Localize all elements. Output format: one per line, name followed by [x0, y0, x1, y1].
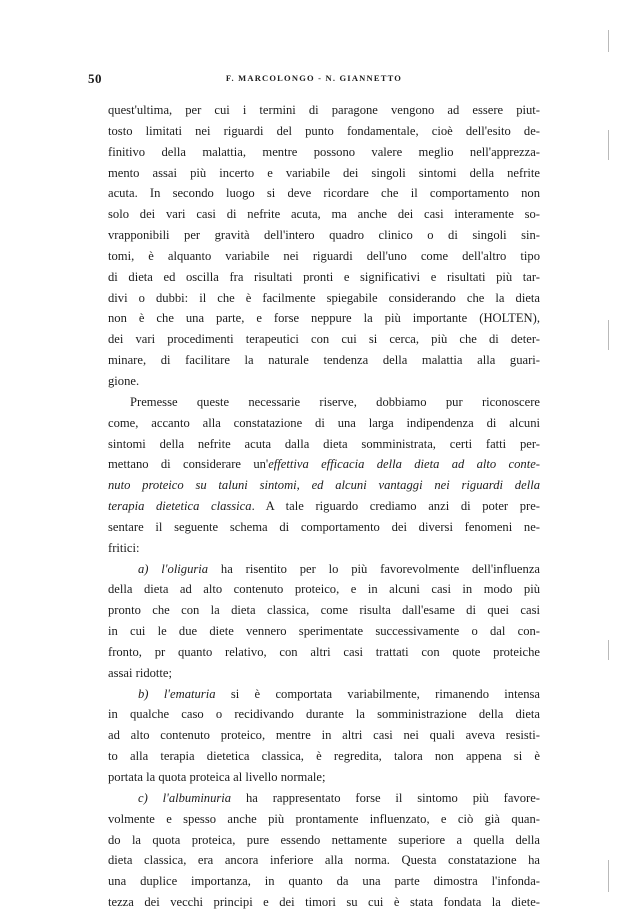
- text-line: sentare il seguente schema di comportamento dei diversi fenomeni ne-: [108, 519, 540, 534]
- paragraph: [108, 100, 540, 392]
- page-number: 50: [88, 71, 102, 86]
- scan-mark: [608, 320, 609, 350]
- text-run: . A tale riguardo crediamo anzi di poter pre-: [251, 499, 541, 514]
- list-item: [108, 684, 540, 788]
- text-line: pronto che con la dieta classica, come risulta dall'esame di quei casi: [108, 603, 540, 618]
- text-line: do la quota proteica, pure essendo nettamente superiore a quella della: [108, 832, 540, 847]
- text-line: vrapponibili per gravità dell'intero quadro clinico o di singoli sin-: [108, 228, 540, 243]
- text-line: una duplice importanza, in quanto da una parte dimostra l'infonda-: [108, 874, 540, 889]
- item-label: c) l': [138, 790, 169, 805]
- scan-mark: [608, 30, 609, 52]
- text-run: ha rappresentato forse il sintomo più favore-: [231, 790, 540, 805]
- text-line: tosto limitati nei riguardi del punto fondamentale, cioè dell'esito de-: [108, 123, 540, 138]
- text-line: [108, 788, 540, 809]
- italic-run: effettiva efficacia della dieta ad alto conte-: [268, 457, 540, 472]
- text-line: sintomi della nefrite acuta dalla dieta somministrata, certi fatti per-: [108, 436, 540, 451]
- text-line: quest'ultima, per cui i termini di paragone vengono ad essere piut-: [108, 103, 540, 117]
- text-run: mettano di considerare un': [108, 457, 269, 472]
- text-line: fritici:: [108, 540, 140, 555]
- scan-mark: [608, 860, 609, 892]
- text-line: [108, 496, 540, 517]
- italic-run: terapia dietetica classica: [108, 499, 252, 514]
- text-line: fronto, pr quanto relativo, con altri casi trattati con quote proteiche: [108, 644, 540, 659]
- item-label: b) l': [138, 686, 171, 701]
- text-line: come, accanto alla constatazione di una larga indipendenza di alcuni: [108, 415, 540, 430]
- text-line: dei vari procedimenti terapeutici con cui si cerca, più che di deter-: [108, 332, 540, 347]
- text-line: volmente e spesso anche più prontamente influenzato, e ciò già quan-: [108, 811, 540, 826]
- text-line: minare, di facilitare la naturale tendenza della malattia alla guari-: [108, 353, 540, 368]
- text-line: nuto proteico su taluni sintomi, ed alcuni vantaggi nei riguardi della: [108, 478, 540, 493]
- page-header: [88, 71, 540, 89]
- running-head: F. MARCOLONGO - N. GIANNETTO: [225, 73, 403, 83]
- text-line: [108, 684, 540, 705]
- item-term: oliguria: [167, 561, 209, 576]
- text-line: solo dei vari casi di nefrite acuta, ma anche dei casi interamente so-: [108, 207, 540, 222]
- text-line: finitivo della malattia, mentre possono valere meglio nell'apprezza-: [108, 144, 540, 159]
- text-line: tomi, è alquanto variabile nei riguardi dell'uno come dell'altro tipo: [108, 248, 540, 263]
- item-label: a) l': [138, 561, 168, 576]
- text-line: non è che una parte, e forse neppure la più importante (HOLTEN),: [108, 311, 540, 326]
- text-line: in qualche caso o recidivando durante la somministrazione della dieta: [108, 707, 540, 722]
- list-item: [108, 559, 540, 684]
- paragraph: [108, 392, 540, 559]
- text-line: gione.: [108, 373, 140, 388]
- text-line: mento assai più incerto e variabile dei singoli sintomi della nefrite: [108, 165, 540, 180]
- text-line: di dieta ed oscilla fra risultati pronti e significativi e risultati più tar-: [108, 269, 540, 284]
- list-item: [108, 788, 540, 913]
- text-line: assai ridotte;: [108, 665, 173, 680]
- text-line: acuta. In secondo luogo si deve ricordare che il comportamento non: [108, 186, 540, 201]
- text-line: in cui le due diete vennero sperimentate successivamente o dal con-: [108, 624, 540, 639]
- text-line: della dieta ad alto contenuto proteico, e in alcuni casi in modo più: [108, 582, 540, 597]
- scan-mark: [608, 130, 609, 160]
- text-line: to alla terapia dietetica classica, è regredita, talora non appena si è: [108, 749, 540, 764]
- item-term: albuminuria: [168, 790, 232, 805]
- text-line: dieta classica, era ancora inferiore alla norma. Questa constatazione ha: [108, 853, 540, 868]
- item-term: ematuria: [170, 686, 216, 701]
- text-line: tezza dei vecchi principi e dei timori su cui è stata fondata la diete-: [108, 895, 540, 910]
- text-line: Premesse queste necessarie riserve, dobbiamo pur riconoscere: [130, 394, 540, 409]
- text-run: si è comportata variabilmente, rimanendo intensa: [215, 686, 540, 701]
- text-line: portata la quota proteica al livello normale;: [108, 770, 326, 784]
- text-line: [108, 559, 540, 580]
- text-line: ad alto contenuto proteico, mentre in altri casi nei quali aveva resisti-: [108, 728, 540, 743]
- text-run: ha risentito per lo più favorevolmente dell'influenza: [208, 561, 540, 576]
- body-text: [108, 100, 540, 913]
- text-line: divi o dubbi: il che è facilmente spiegabile considerando che la dieta: [108, 290, 540, 305]
- text-line: [108, 454, 540, 475]
- scan-mark: [608, 640, 609, 660]
